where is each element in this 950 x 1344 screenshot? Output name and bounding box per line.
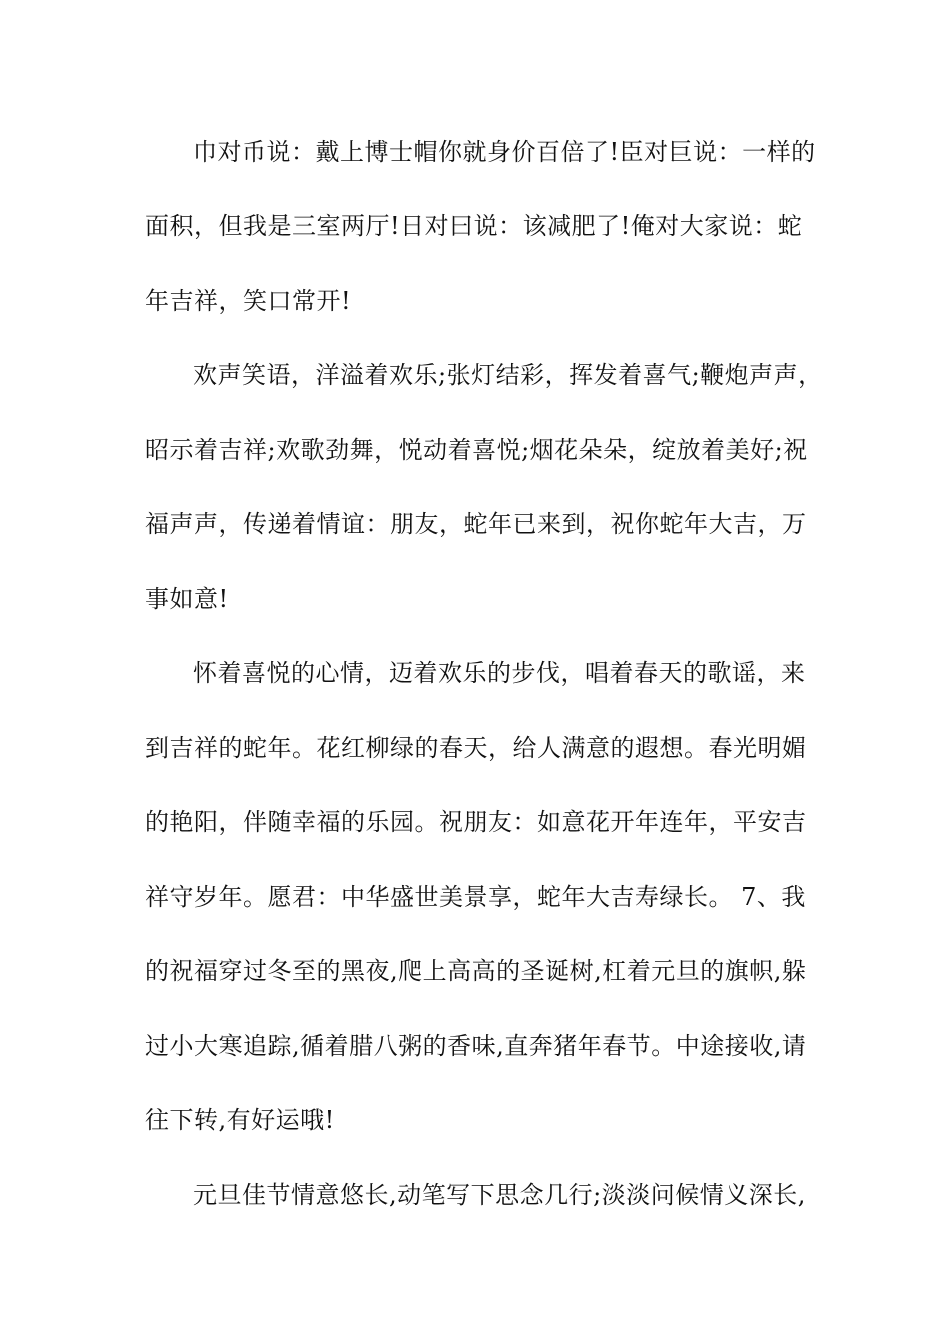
paragraph-1-line-3: 年吉祥，笑口常开! xyxy=(145,287,352,315)
paragraph-1-line-1: 巾对币说：戴上博士帽你就身价百倍了!臣对巨说：一样的 xyxy=(193,138,816,166)
paragraph-1-line-2: 面积，但我是三室两厅!日对曰说：该减肥了!俺对大家说：蛇 xyxy=(145,212,803,240)
paragraph-4-line-1: 元旦佳节情意悠长,动笔写下思念几行;淡淡问候情义深长, xyxy=(193,1181,806,1209)
paragraph-2-line-1: 欢声笑语，洋溢着欢乐;张灯结彩，挥发着喜气;鞭炮声声， xyxy=(193,361,823,389)
paragraph-2-line-2: 昭示着吉祥;欢歌劲舞，悦动着喜悦;烟花朵朵，绽放着美好;祝 xyxy=(145,436,808,464)
paragraph-3-line-7: 往下转,有好运哦! xyxy=(145,1106,335,1134)
paragraph-3-line-4: 祥守岁年。愿君：中华盛世美景享，蛇年大吉寿绿长。 7、我 xyxy=(145,883,806,911)
paragraph-2-line-4: 事如意! xyxy=(145,585,229,613)
paragraph-3-line-5: 的祝福穿过冬至的黑夜,爬上高高的圣诞树,杠着元旦的旗帜,躲 xyxy=(145,957,807,985)
paragraph-3-line-6: 过小大寒追踪,循着腊八粥的香味,直奔猪年春节。中途接收,请 xyxy=(145,1032,807,1060)
paragraph-2-line-3: 福声声，传递着情谊：朋友，蛇年已来到，祝你蛇年大吉，万 xyxy=(145,510,807,538)
paragraph-3-line-1: 怀着喜悦的心情，迈着欢乐的步伐，唱着春天的歌谣，来 xyxy=(193,659,806,687)
paragraph-3-line-2: 到吉祥的蛇年。花红柳绿的春天，给人满意的遐想。春光明媚 xyxy=(145,734,807,762)
paragraph-3-line-3: 的艳阳，伴随幸福的乐园。祝朋友：如意花开年连年，平安吉 xyxy=(145,808,807,836)
